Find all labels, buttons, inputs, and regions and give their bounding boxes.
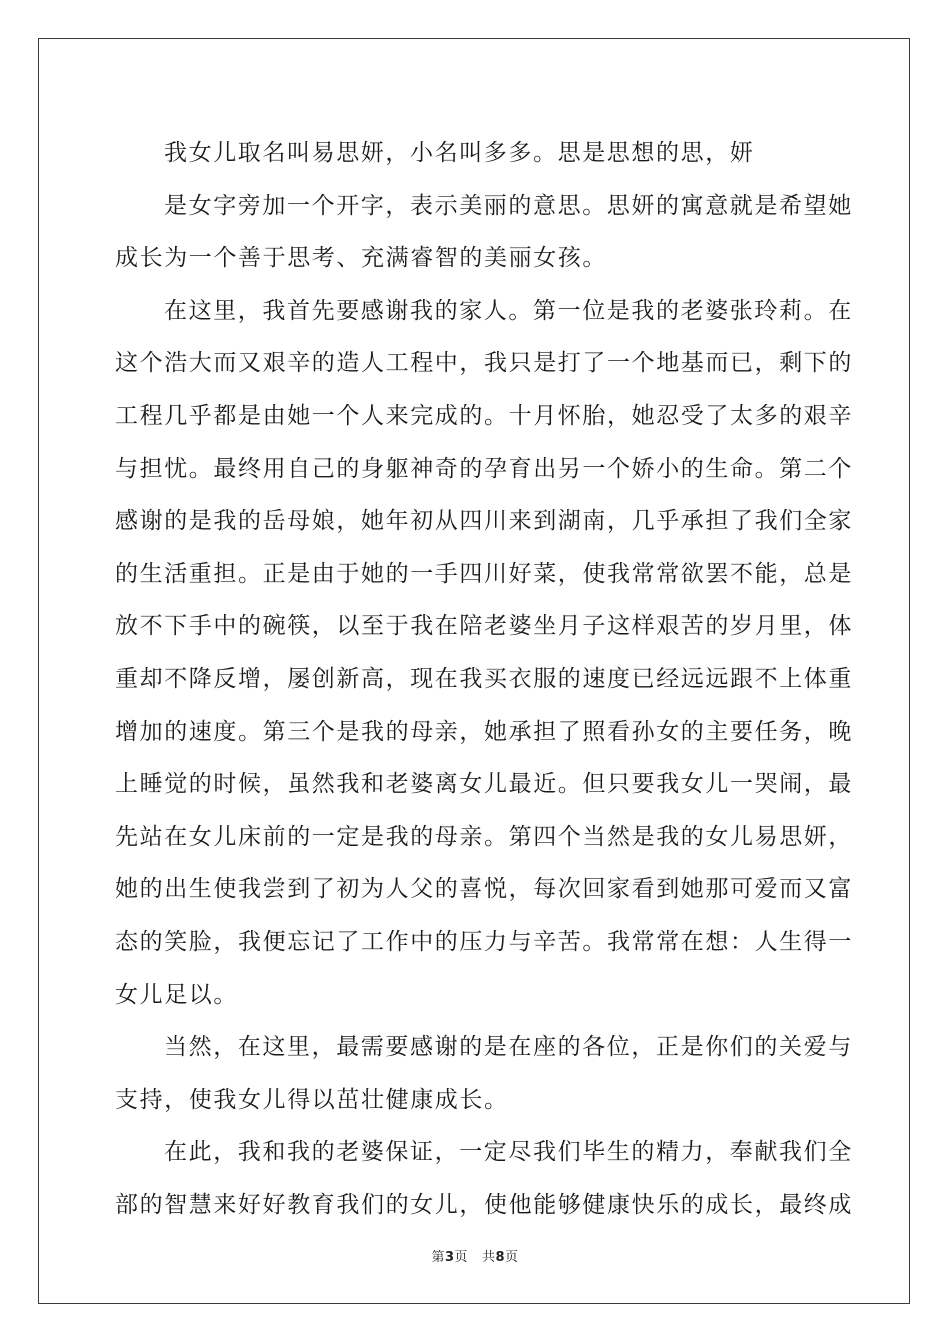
text-line: 我女儿取名叫易思妍，小名叫多多。思是思想的思，妍 bbox=[164, 140, 755, 166]
paragraph-2 bbox=[115, 285, 853, 1021]
page-number: 3 bbox=[444, 1250, 455, 1265]
text-line: 在此，我和我的老婆保证，一定尽我们毕生的精力，奉献我们全 bbox=[164, 1139, 853, 1166]
text-line: 这个浩大而又艰辛的造人工程中，我只是打了一个地基而已，剩下的 bbox=[115, 350, 853, 377]
page-suffix: 页 bbox=[454, 1250, 469, 1265]
text-line: 是女字旁加一个开字，表示美丽的意思。思妍的寓意就是希望她 bbox=[164, 192, 853, 219]
page-prefix: 第 bbox=[431, 1250, 445, 1265]
total-prefix: 共 bbox=[481, 1250, 496, 1265]
text-line: 她的出生使我尝到了初为人父的喜悦，每次回家看到她那可爱而又富 bbox=[115, 876, 853, 903]
text-line: 与担忧。最终用自己的身躯神奇的孕育出另一个娇小的生命。第二个 bbox=[115, 455, 853, 482]
paragraph-4 bbox=[115, 1126, 853, 1231]
text-line: 在这里，我首先要感谢我的家人。第一位是我的老婆张玲莉。在 bbox=[164, 297, 853, 324]
text-line: 当然，在这里，最需要感谢的是在座的各位，正是你们的关爱与 bbox=[164, 1034, 853, 1061]
paragraph-1 bbox=[115, 127, 853, 285]
paragraph-3 bbox=[115, 1021, 853, 1126]
text-line: 放不下手中的碗筷，以至于我在陪老婆坐月子这样艰苦的岁月里，体 bbox=[115, 613, 853, 640]
text-line: 增加的速度。第三个是我的母亲，她承担了照看孙女的主要任务，晚 bbox=[115, 718, 853, 745]
text-line: 的生活重担。正是由于她的一手四川好菜，使我常常欲罢不能，总是 bbox=[115, 560, 853, 587]
text-line: 感谢的是我的岳母娘，她年初从四川来到湖南，几乎承担了我们全家 bbox=[115, 508, 853, 535]
text-line: 重却不降反增，屡创新高，现在我买衣服的速度已经远远跟不上体重 bbox=[115, 665, 853, 692]
text-line: 先站在女儿床前的一定是我的母亲。第四个当然是我的女儿易思妍， bbox=[115, 823, 853, 850]
text-line: 成长为一个善于思考、充满睿智的美丽女孩。 bbox=[115, 245, 607, 272]
page-footer bbox=[0, 1246, 950, 1265]
text-line: 部的智慧来好好教育我们的女儿，使他能够健康快乐的成长，最终成 bbox=[115, 1191, 853, 1218]
text-line: 女儿足以。 bbox=[115, 981, 238, 1008]
text-line: 态的笑脸，我便忘记了工作中的压力与辛苦。我常常在想：人生得一 bbox=[115, 928, 853, 955]
total-suffix: 页 bbox=[505, 1250, 519, 1265]
text-line: 工程几乎都是由她一个人来完成的。十月怀胎，她忍受了太多的艰辛 bbox=[115, 402, 853, 429]
text-line: 上睡觉的时候，虽然我和老婆离女儿最近。但只要我女儿一哭闹，最 bbox=[115, 771, 853, 798]
total-pages: 8 bbox=[495, 1250, 506, 1265]
text-line: 支持，使我女儿得以茁壮健康成长。 bbox=[115, 1086, 509, 1113]
document-body bbox=[115, 127, 853, 1231]
